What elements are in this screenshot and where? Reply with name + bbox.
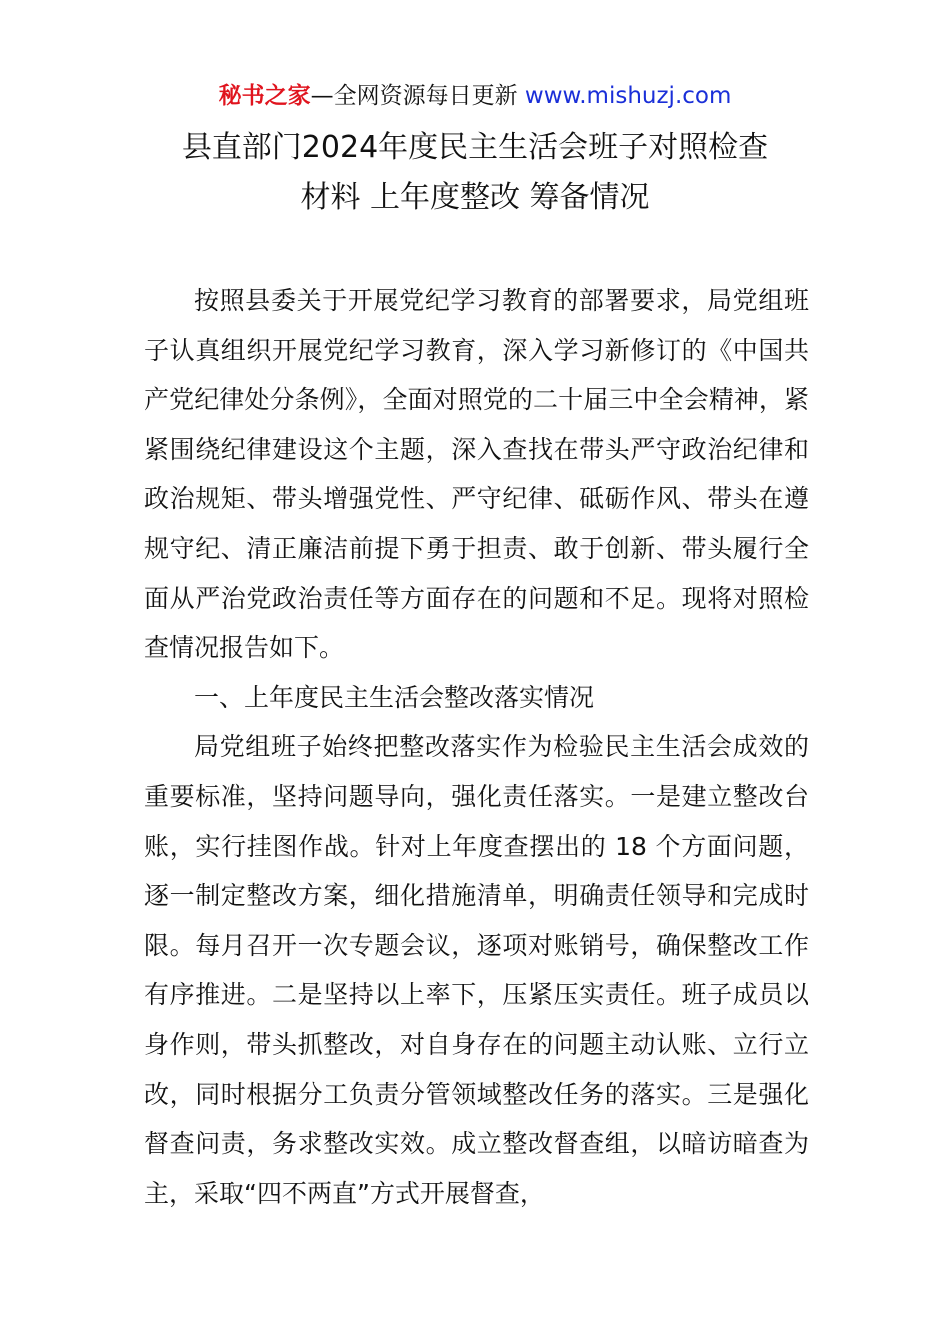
header-tagline: —全网资源每日更新 [310, 83, 525, 109]
site-header [0, 80, 950, 112]
document-body [144, 276, 809, 1218]
paragraph-intro: 按照县委关于开展党纪学习教育的部署要求，局党组班子认真组织开展党纪学习教育，深入学习新修订的《中国共产党纪律处分条例》，全面对照党的二十届三中全会精神，紧紧围绕纪律建设这个主题，深入查找在带头严守政治纪律和政治规矩、带头增强党性、严守纪律、砥砺作风、带头在遵规守纪、清正廉洁前提下勇于担责、敢于创新、带头履行全面从严治党政治责任等方面存在的问题和不足。现将对照检查情况报告如下。 [144, 286, 809, 663]
document-title-line-1: 县直部门2024年度民主生活会班子对照检查 [181, 130, 769, 165]
paragraph-rectification: 局党组班子始终把整改落实作为检验民主生活会成效的重要标准，坚持问题导向，强化责任落实。一是建立整改台账，实行挂图作战。针对上年度查摆出的 18 个方面问题，逐一制定整改方案，细化措施清单，明确责任领导和完成时限。每月召开一次专题会议，逐项对账销号，确保整改工作有序推进。二是坚持以上率下，压紧压实责任。班子成员以身作则，带头抓整改，对自身存在的问题主动认账、立行立改，同时根据分工负责分管领域整改任务的落实。三是强化督查问责，务求整改实效。成立整改督查组，以暗访暗查为主，采取“四不两直”方式开展督查， [144, 732, 809, 1208]
site-url-link[interactable]: www.mishuzj.com [524, 83, 732, 109]
brand-name: 秘书之家 [218, 83, 311, 109]
document-title-line-2: 材料 上年度整改 筹备情况 [300, 180, 650, 215]
section-heading-1: 一、上年度民主生活会整改落实情况 [194, 682, 595, 712]
